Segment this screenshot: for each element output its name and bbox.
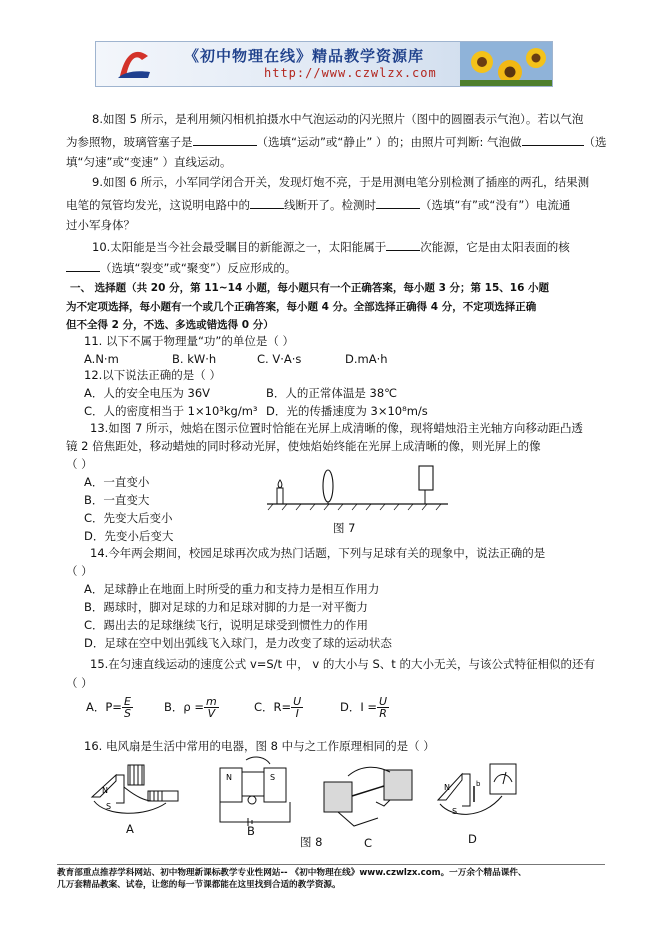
q13-option-c[interactable]: C．先变大后变小 (84, 511, 173, 525)
q15-option-d[interactable] (340, 696, 389, 719)
q8-text-c: （选 (583, 135, 607, 149)
q11-stem: 11. 以下不属于物理量“功”的单位是（ ） (84, 334, 295, 348)
q15-a-denominator: S (123, 707, 131, 720)
figure-8a-generator-diagram (86, 757, 182, 819)
q13-line1: 13.如图 7 所示，烛焰在图示位置时恰能在光屏上成清晰的像，现将蜡烛沿主光轴方向移动距凸透 (90, 421, 583, 435)
banner-title: 《初中物理在线》精品教学资源库 (184, 47, 425, 65)
q12-option-a[interactable]: A．人的安全电压为 36V (84, 386, 211, 400)
q8-blank-1[interactable] (193, 133, 257, 146)
q14-option-b[interactable]: B．踢球时，脚对足球的力和足球对脚的力是一对平衡力 (84, 600, 368, 614)
figure-8d-label[interactable]: D (468, 832, 477, 846)
figure-8b-motor-diagram (212, 752, 298, 832)
q15-option-c[interactable] (254, 696, 303, 719)
q10-text-c: （选填“裂变”或“聚变”）反应形成的。 (100, 261, 297, 275)
footer-line1: 教育部重点推荐学科网站、初中物理新课标教学专业性网站-- 《初中物理在线》www.czwlzx.com。一万余个精品课件、 (57, 868, 527, 878)
q9-text-a: 电笔的氖管均发光，这说明电路中的 (66, 198, 250, 212)
q15-d-prefix: D．I = (340, 700, 378, 714)
q9-blank-2[interactable] (376, 196, 420, 209)
q15-b-fraction (204, 696, 219, 719)
q14-line1: 14.今年两会期间，校园足球再次成为热门话题，下列与足球有关的现象中，说法正确的是 (90, 546, 546, 560)
q13-option-a[interactable]: A．一直变小 (84, 475, 150, 489)
site-logo-icon (114, 46, 154, 82)
q15-c-numerator: U (293, 695, 302, 708)
q15-option-a[interactable] (86, 696, 133, 719)
q12-stem: 12.以下说法正确的是（ ） (84, 368, 221, 382)
svg-text:S: S (106, 802, 112, 811)
q15-d-numerator: U (379, 695, 388, 708)
q12-option-b[interactable]: B．人的正常体温是 38℃ (266, 386, 398, 400)
q8-line2 (66, 133, 607, 150)
section2-line2: 为不定项选择，每小题有一个或几个正确答案，每小题 4 分。全部选择正确得 4 分，不定项选择正确 (66, 301, 537, 313)
q11-option-c[interactable]: C. V·A·s (257, 352, 302, 366)
header-banner (95, 41, 553, 87)
q8-text-b: （选填“运动”或“静止” ）的；由照片可判断: 气泡做 (256, 135, 522, 149)
svg-text:b: b (476, 780, 481, 788)
q9-text-c: （选填“有”或“没有”）电流通 (420, 198, 571, 212)
q9-line2 (66, 196, 570, 213)
q15-c-denominator: I (295, 707, 299, 720)
q14-option-d[interactable]: D．足球在空中划出弧线飞入球门，是力改变了球的运动状态 (84, 636, 392, 650)
figure-8a-label[interactable]: A (126, 822, 134, 836)
q15-a-prefix: A．P= (86, 700, 122, 714)
q13-line2: 镜 2 倍焦距处，移动蜡烛的同时移动光屏，使烛焰始终能在光屏上成清晰的像，则光屏上的像 (66, 439, 541, 453)
q9-text-b: 线断开了。检测时 (284, 198, 376, 212)
q15-a-numerator: E (122, 696, 133, 708)
q11-option-b[interactable]: B. kW·h (172, 352, 217, 366)
q8-line3: 填“匀速”或“变速” ）直线运动。 (66, 155, 232, 169)
figure-8c-label[interactable]: C (364, 836, 373, 850)
figure-7-lens-setup (265, 462, 450, 512)
q13-option-d[interactable]: D．先变小后变大 (84, 529, 174, 543)
q15-b-denominator: V (207, 707, 216, 720)
svg-text:N: N (102, 786, 108, 795)
q15-c-prefix: C．R= (254, 700, 292, 714)
figure-8d-galvanometer-diagram (432, 756, 522, 826)
svg-text:N: N (444, 783, 450, 792)
figure-8b-label[interactable]: B (247, 824, 255, 838)
q15-d-denominator: R (379, 707, 387, 720)
q15-c-fraction (291, 696, 303, 719)
q9-blank-1[interactable] (250, 196, 284, 209)
section2-line1: 一、 选择题（共 20 分，第 11~14 小题，每小题只有一个正确答案，每小题 3 分；第 15、16 小题 (70, 282, 550, 294)
q15-bracket[interactable]: （ ） (66, 676, 93, 690)
q9-line1: 9.如图 6 所示，小军同学闭合开关，发现灯炮不亮，于是用测电笔分别检测了插座的两孔，结果测 (92, 175, 590, 189)
q10-blank-1[interactable] (386, 238, 420, 251)
q14-option-a[interactable]: A．足球静止在地面上时所受的重力和支持力是相互作用力 (84, 582, 380, 596)
figure-8-caption: 图 8 (300, 835, 323, 849)
q12-option-d[interactable]: D．光的传播速度为 3×10⁸m/s (266, 404, 428, 418)
footer-line2: 几万套精品教案、试卷，让您的每一节课都能在这里找到合适的教学资源。 (57, 880, 341, 890)
footer-divider (57, 864, 605, 865)
q15-line1: 15.在匀速直线运动的速度公式 v=S/t 中， v 的大小与 S、t 的大小无关，与该公式特征相似的还有 (90, 657, 595, 671)
q9-line3: 过小军身体？ (66, 218, 135, 232)
q13-option-b[interactable]: B．一直变大 (84, 493, 150, 507)
q12-option-c[interactable]: C．人的密度相当于 1×10³kg/m³ (84, 404, 258, 418)
q10-text-a: 10.太阳能是当今社会最受瞩目的新能源之一，太阳能属于 (92, 240, 387, 254)
q11-option-a[interactable]: A.N·m (84, 352, 119, 366)
section2-line3: 但不全得 2 分，不选、多选或错选得 0 分） (66, 319, 274, 331)
svg-text:N: N (226, 773, 232, 782)
q16-stem: 16. 电风扇是生活中常用的电器，图 8 中与之工作原理相同的是（ ） (84, 739, 435, 753)
figure-8c-induction-diagram (318, 756, 418, 834)
q8-text-a: 为参照物，玻璃管塞子是 (66, 135, 193, 149)
banner-url[interactable]: http://www.czwlzx.com (264, 66, 437, 80)
q15-option-b[interactable] (164, 696, 219, 719)
q10-blank-2[interactable] (66, 259, 100, 272)
q8-line1: 8.如图 5 所示，是利用频闪相机拍摄水中气泡运动的闪光照片（图中的圆圈表示气泡）。若以气泡 (92, 112, 584, 126)
svg-text:S: S (270, 773, 276, 782)
q15-b-numerator: m (205, 695, 217, 708)
q14-bracket[interactable]: （ ） (66, 564, 93, 578)
q13-bracket[interactable]: （ ） (66, 457, 93, 471)
svg-text:S: S (452, 807, 458, 816)
q15-d-fraction (377, 696, 389, 719)
q10-line1 (92, 238, 570, 255)
q10-line2 (66, 259, 296, 276)
q14-option-c[interactable]: C．踢出去的足球继续飞行，说明足球受到惯性力的作用 (84, 618, 369, 632)
q11-option-d[interactable]: D.mA·h (345, 352, 388, 366)
q15-a-fraction (122, 696, 133, 719)
q8-blank-2[interactable] (522, 133, 584, 146)
figure-7-caption: 图 7 (333, 521, 356, 535)
sunflower-decoration-icon (460, 42, 552, 86)
q15-b-prefix: B．ρ = (164, 700, 204, 714)
q10-text-b: 次能源，它是由太阳表面的核 (420, 240, 570, 254)
